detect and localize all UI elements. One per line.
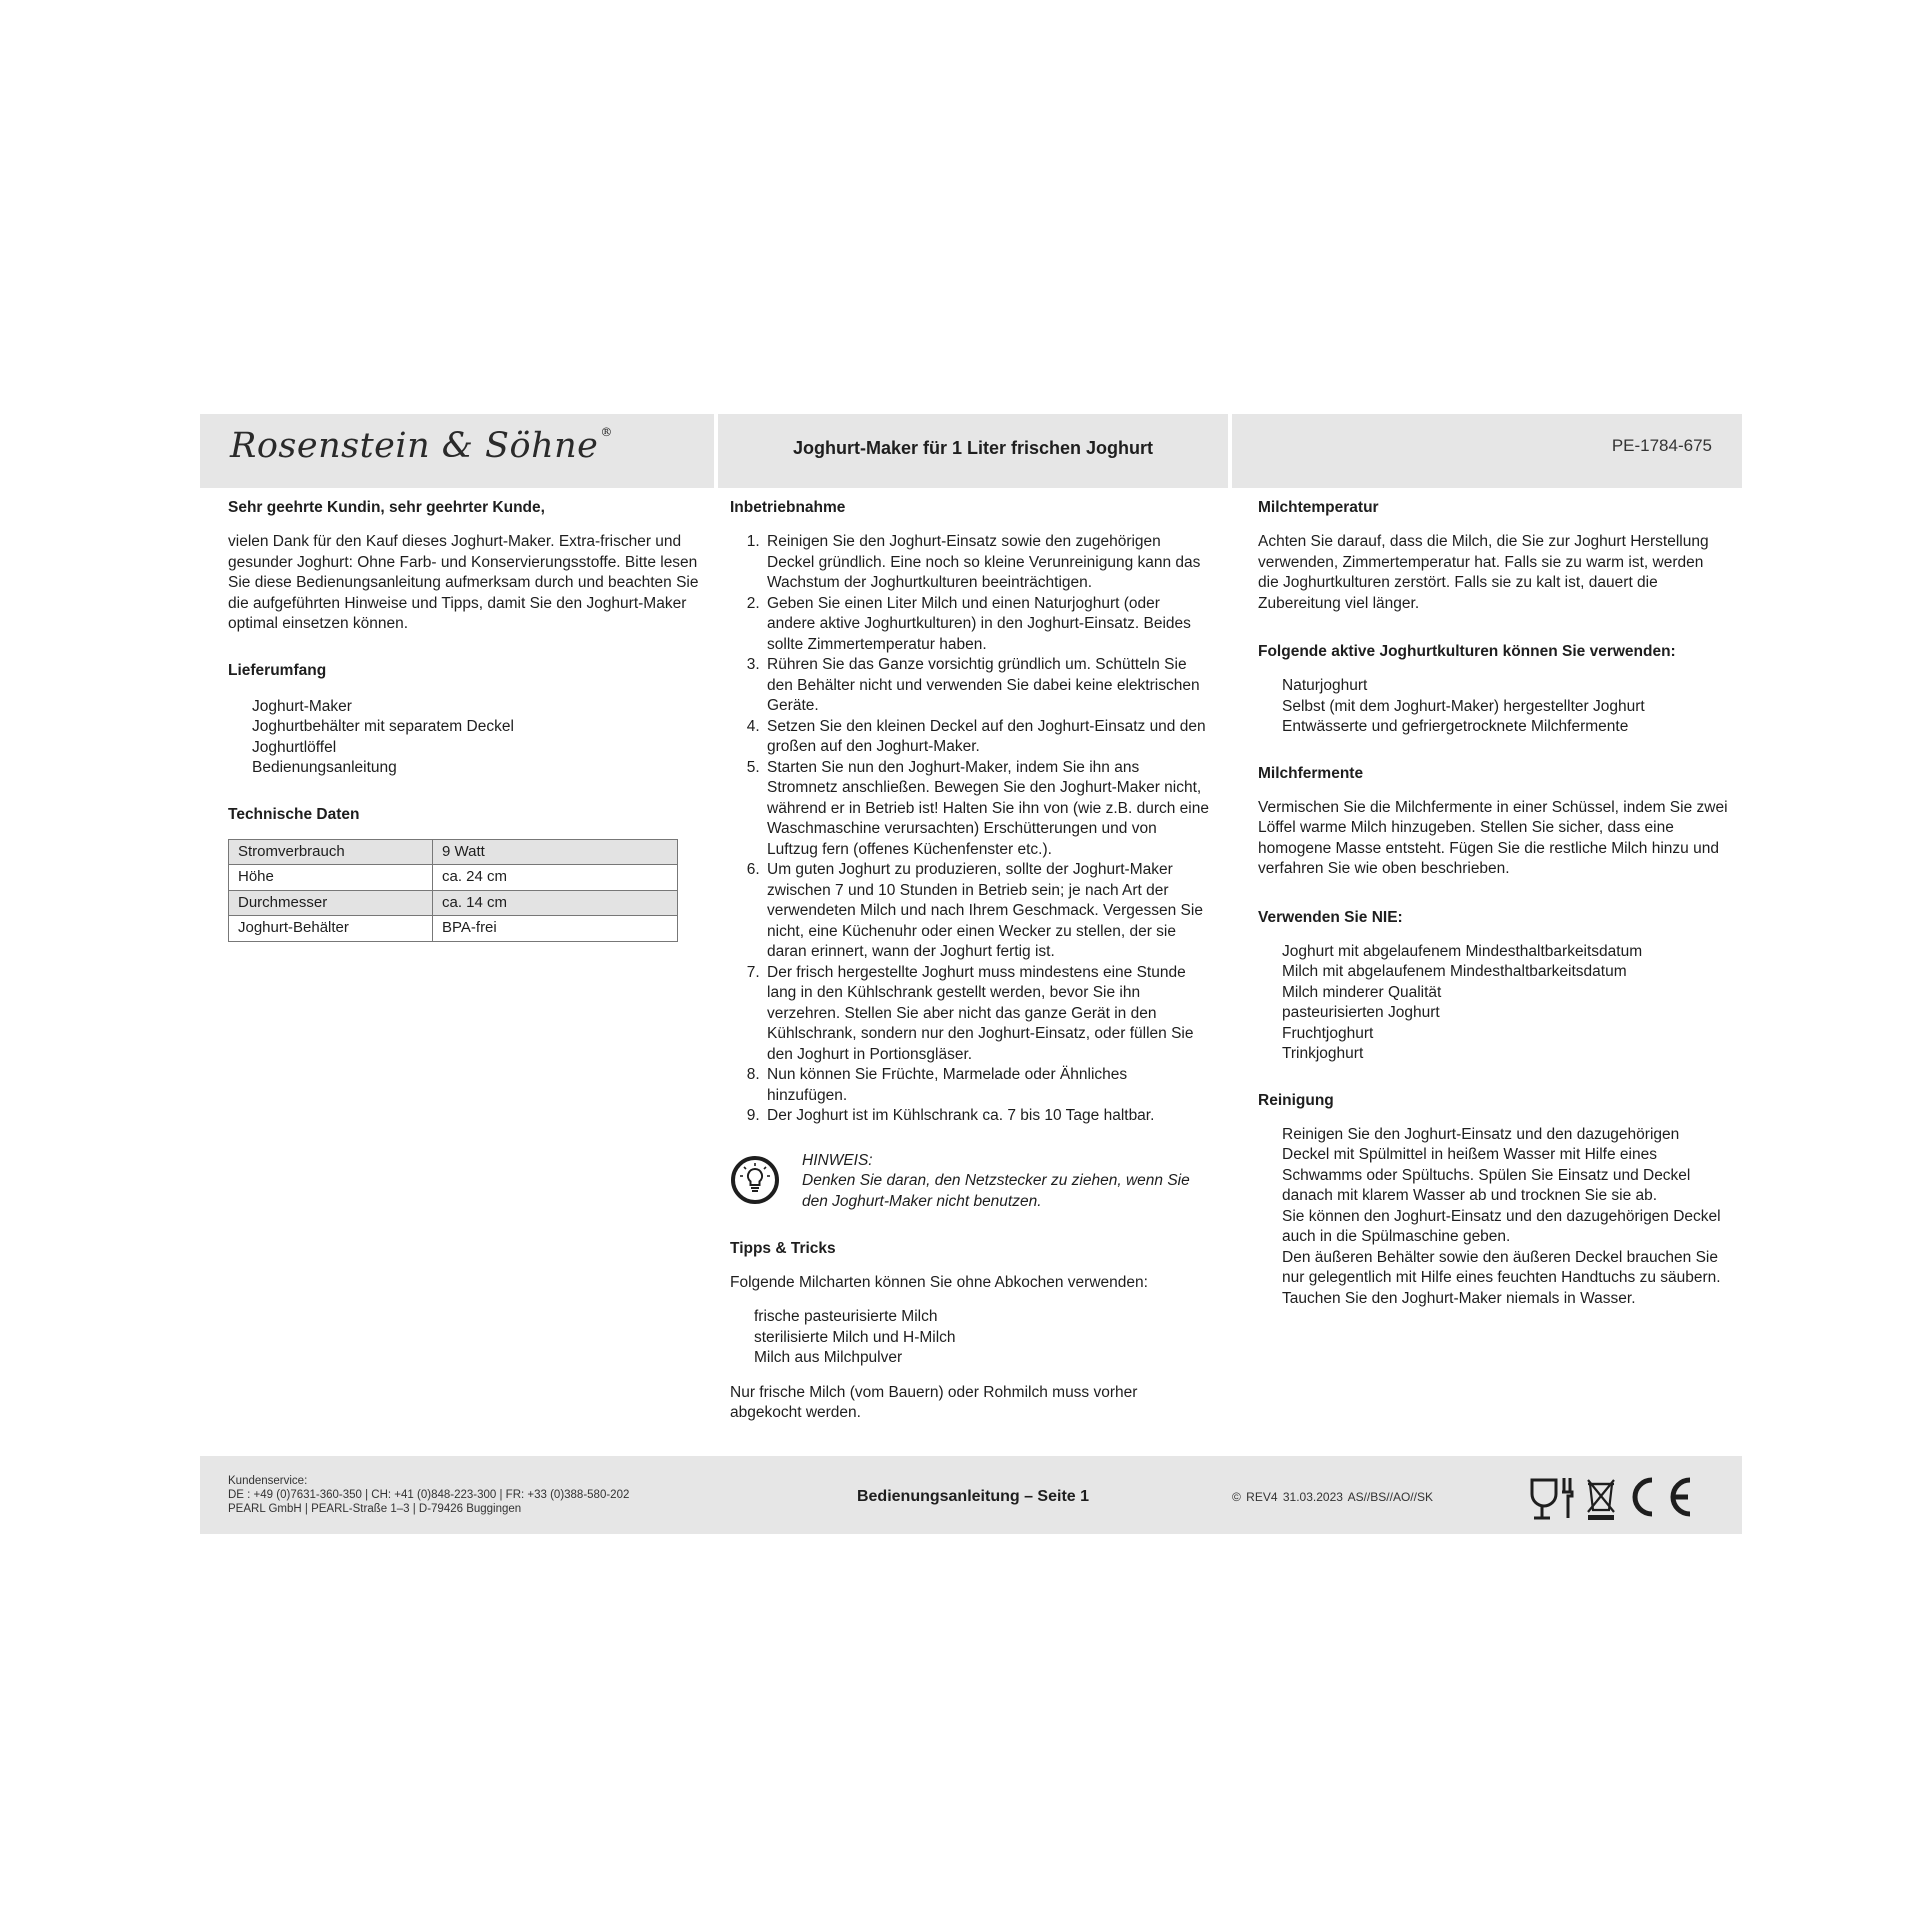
setup-steps [730,532,1210,1127]
tech-heading: Technische Daten [228,805,360,823]
column-middle [730,498,1210,1438]
list-item: 9. Der Joghurt ist im Kühlschrank ca. 7 bis 10 Tage haltbar. [764,1106,1210,1127]
list-item: Entwässerte und gefriergetrocknete Milchfermente [1282,718,1629,735]
food-safe-icon [1532,1478,1572,1518]
list-item: 2. Geben Sie einen Liter Milch und einen Naturjoghurt (oder andere aktive Joghurtkulturen) in den Joghurt-Einsatz. Beides sollte Zimmertemperatur haben. [764,594,1210,656]
revision-info: © REV4 31.03.2023 AS//BS//AO//SK [1232,1490,1433,1504]
certification-marks [1528,1472,1708,1522]
table-row: Stromverbrauch 9 Watt [229,839,678,865]
setup-heading: Inbetriebnahme [730,499,846,516]
column-left [228,498,708,942]
greeting: Sehr geehrte Kundin, sehr geehrter Kunde, [228,499,545,516]
never-list [1258,942,1728,1065]
table-row: Durchmesser ca. 14 cm [229,890,678,916]
list-item: 5. Starten Sie nun den Joghurt-Maker, indem Sie ihn ans Stromnetz anschließen. Bewegen Sie den Joghurt-Maker nicht, während er in Betrieb ist! Halten Sie ihn von (wie z.B. durch eine Waschmaschine verursachten) Erschütterungen und von Luftzug fern (offenes Küchenfenster etc.). [764,758,1210,861]
hint-box [730,1151,1210,1213]
tips-note: Nur frische Milch (vom Bauern) oder Rohmilch muss vorher abgekocht werden. [730,1383,1138,1421]
hint-title: HINWEIS: [802,1151,873,1169]
ferment-heading: Milchfermente [1258,764,1364,782]
tips-intro: Folgende Milcharten können Sie ohne Abkochen verwenden: [730,1273,1148,1291]
cultures-list [1258,676,1728,738]
list-item: Joghurtbehälter mit separatem Deckel [252,718,514,735]
cleaning-list [1258,1125,1728,1310]
tips-heading: Tipps & Tricks [730,1239,836,1257]
ferment-text: Vermischen Sie die Milchfermente in einer Schüssel, indem Sie zwei Löffel warme Milch hinzugeben. Stellen Sie sicher, dass eine homogene Masse entsteht. Fügen Sie die restliche Milch hinzu und verfahren Sie wie oben beschrieben. [1258,798,1728,877]
never-heading: Verwenden Sie NIE: [1258,908,1403,926]
intro-text: vielen Dank für den Kauf dieses Joghurt-Maker. Extra-frischer und gesunder Joghurt: Ohne Farb- und Konservierungsstoffe. Bitte lesen Sie diese Bedienungsanleitung aufmerksam durch und beachten Sie die aufgeführten Hinweise und Tipps, damit Sie den Joghurt-Maker optimal einsetzen können. [228,533,699,632]
list-item: sterilisierte Milch und H-Milch [754,1328,956,1346]
document-title: Joghurt-Maker für 1 Liter frischen Joghurt [792,438,1154,458]
customer-service: Kundenservice: DE : +49 (0)7631-360-350 | CH: +41 (0)848-223-300 | FR: +33 (0)388-580-202 PEARL GmbH | PEARL-Straße 1–3 | D-79426 Buggingen [228,1475,630,1515]
list-item: Selbst (mit dem Joghurt-Maker) hergestellter Joghurt [1282,697,1645,715]
milk-types-list [730,1307,1210,1369]
tech-data-table [228,839,678,942]
list-item: Fruchtjoghurt [1282,1024,1374,1042]
list-item: Joghurt-Maker [252,697,352,715]
header-band [200,414,1742,488]
list-item: Den äußeren Behälter sowie den äußeren Deckel brauchen Sie nur gelegentlich mit Hilfe eines feuchten Handtuchs zu säubern. Tauchen Sie den Joghurt-Maker niemals in Wasser. [1282,1248,1721,1307]
temperature-text: Achten Sie darauf, dass die Milch, die Sie zur Joghurt Herstellung verwenden, Zimmertemperatur hat. Falls sie zu warm ist, werden die Joghurtkulturen zerstört. Falls sie zu kalt ist, dauert die Zubereitung viel länger. [1258,533,1709,612]
list-item: 1. Reinigen Sie den Joghurt-Einsatz sowie den zugehörigen Deckel gründlich. Eine noch so kleine Verunreinigung kann das Wachstum der Joghurtkulturen beeinträchtigen. [764,532,1210,594]
list-item: Milch aus Milchpulver [754,1349,903,1366]
cleaning-heading: Reinigung [1258,1091,1334,1109]
cultures-heading: Folgende aktive Joghurtkulturen können Sie verwenden: [1258,643,1676,660]
footer-title: Bedienungsanleitung – Seite 1 [856,1488,1090,1505]
list-item: Milch mit abgelaufenem Mindesthaltbarkeitsdatum [1282,963,1627,980]
weee-bin-icon [1588,1480,1614,1520]
table-row: Höhe ca. 24 cm [229,865,678,891]
temperature-heading: Milchtemperatur [1258,499,1379,516]
list-item: Naturjoghurt [1282,677,1368,694]
footer-band [200,1456,1742,1534]
list-item: Joghurtlöffel [252,738,337,756]
scope-list [228,697,708,779]
list-item: pasteurisierten Joghurt [1282,1004,1440,1021]
manual-page [200,414,1742,1534]
list-item: 8. Nun können Sie Früchte, Marmelade oder Ähnliches hinzufügen. [764,1065,1210,1106]
list-item: 6. Um guten Joghurt zu produzieren, sollte der Joghurt-Maker zwischen 7 und 10 Stunden in Betrieb sein; je nach Art der verwendeten Milch und nach Ihrem Geschmack. Vergessen Sie nicht, eine Küchenuhr oder einen Wecker zu stellen, der sie daran erinnert, wann der Joghurt fertig ist. [764,860,1210,963]
list-item: Joghurt mit abgelaufenem Mindesthaltbarkeitsdatum [1282,942,1643,960]
list-item: Reinigen Sie den Joghurt-Einsatz und den dazugehörigen Deckel mit Spülmittel in heißem Wasser mit Hilfe eines Schwamms oder Spültuchs. Spülen Sie Einsatz und Deckel danach mit klarem Wasser ab und trocknen Sie sie ab. [1282,1125,1691,1204]
list-item: 4. Setzen Sie den kleinen Deckel auf den Joghurt-Einsatz und den großen auf den Joghurt-Maker. [764,717,1210,758]
hint-text: Denken Sie daran, den Netzstecker zu ziehen, wenn Sie den Joghurt-Maker nicht benutzen. [802,1172,1190,1210]
list-item: Trinkjoghurt [1282,1045,1364,1062]
article-number: PE-1784-675 [1611,436,1712,455]
lightbulb-icon [730,1155,780,1205]
list-item: Sie können den Joghurt-Einsatz und den dazugehörigen Deckel auch in die Spülmaschine geben. [1282,1207,1721,1245]
ce-mark-icon [1635,1480,1690,1514]
list-item: Bedienungsanleitung [252,759,397,776]
table-row: Joghurt-Behälter BPA-frei [229,916,678,942]
column-right [1258,498,1728,1323]
scope-heading: Lieferumfang [228,661,327,679]
list-item: 3. Rühren Sie das Ganze vorsichtig gründlich um. Schütteln Sie den Behälter nicht und verwenden Sie dabei keine elektrischen Geräte. [764,655,1210,717]
list-item: 7. Der frisch hergestellte Joghurt muss mindestens eine Stunde lang in den Kühlschrank gestellt werden, bevor Sie ihn verzehren. Stellen Sie aber nicht das ganze Gerät in den Kühlschrank, sondern nur den Joghurt-Einsatz, oder füllen Sie den Joghurt in Portionsgläser. [764,963,1210,1066]
list-item: Milch minderer Qualität [1282,983,1442,1001]
list-item: frische pasteurisierte Milch [754,1308,938,1325]
brand-logo: Rosenstein & Söhne ® [230,425,613,466]
